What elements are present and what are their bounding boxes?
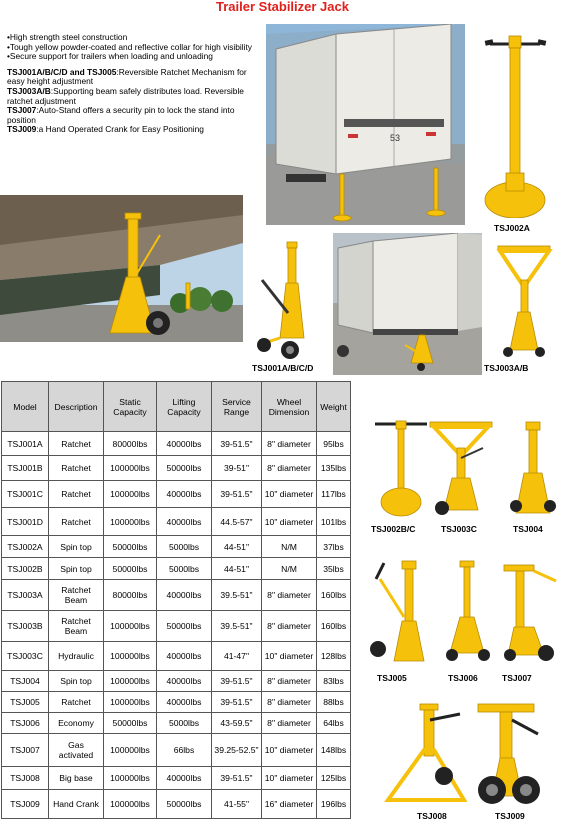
cell-service-range: 43-59.5" [212,713,262,734]
cell-lifting-capacity: 66lbs [157,734,212,767]
table-row [2,713,351,734]
cell-weight: 101lbs [317,508,351,536]
table-row [2,481,351,508]
caption-tsj009: TSJ009 [495,811,525,821]
table-row [2,536,351,558]
cell-lifting-capacity: 40000lbs [157,767,212,790]
cell-description: Spin top [49,671,104,692]
cell-model: TSJ001B [2,456,49,481]
cell-static-capacity: 100000lbs [104,481,157,508]
table-row [2,767,351,790]
col-header-weight: Weight [317,382,351,432]
cell-wheel-dimension: 8" diameter [262,580,317,611]
cell-service-range: 39-51.5" [212,481,262,508]
cell-weight: 117lbs [317,481,351,508]
cell-lifting-capacity: 50000lbs [157,456,212,481]
tsj003c-photo [428,418,494,518]
cell-static-capacity: 100000lbs [104,790,157,819]
spec-table [1,381,351,819]
cell-description: Ratchet [49,692,104,713]
cell-description: Economy [49,713,104,734]
cell-service-range: 39-51.5" [212,671,262,692]
table-row [2,692,351,713]
tsj001abcd-photo [254,238,329,360]
cell-description: Ratchet Beam [49,580,104,611]
cell-lifting-capacity: 40000lbs [157,580,212,611]
table-row [2,790,351,819]
cell-static-capacity: 100000lbs [104,734,157,767]
cell-model: TSJ001D [2,508,49,536]
caption-tsj005: TSJ005 [377,673,407,683]
cell-model: TSJ001C [2,481,49,508]
cell-description: Ratchet [49,432,104,456]
cell-model: TSJ002B [2,558,49,580]
cell-service-range: 39.25-52.5" [212,734,262,767]
cell-service-range: 39-51" [212,456,262,481]
cell-wheel-dimension: 8" diameter [262,692,317,713]
cell-model: TSJ003B [2,611,49,642]
cell-description: Spin top [49,536,104,558]
col-header-static-capacity: Static Capacity [104,382,157,432]
cell-static-capacity: 100000lbs [104,692,157,713]
tsj003ab-photo [492,242,557,360]
cell-weight: 128lbs [317,642,351,671]
cell-description: Ratchet [49,508,104,536]
col-header-service-range: Service Range [212,382,262,432]
cell-weight: 35lbs [317,558,351,580]
cell-weight: 95lbs [317,432,351,456]
table-row [2,642,351,671]
tsj004-photo [508,418,558,518]
feature-bullet: •Tough yellow powder-coated and reflective collar for high visibility [7,41,252,52]
page-title: Trailer Stabilizer Jack [216,0,349,14]
caption-tsj003c: TSJ003C [441,524,477,534]
cell-service-range: 39.5-51" [212,611,262,642]
tsj005-photo [368,557,428,669]
cell-wheel-dimension: 10" diameter [262,642,317,671]
cell-weight: 37lbs [317,536,351,558]
feature-bullet: •Secure support for trailers when loading and unloading [7,51,213,62]
table-row [2,456,351,481]
cell-description: Ratchet Beam [49,611,104,642]
cell-description: Spin top [49,558,104,580]
cell-model: TSJ002A [2,536,49,558]
cell-model: TSJ009 [2,790,49,819]
cell-weight: 160lbs [317,580,351,611]
cell-service-range: 39-51.5" [212,692,262,713]
cell-service-range: 44-51" [212,536,262,558]
col-header-lifting-capacity: Lifting Capacity [157,382,212,432]
cell-wheel-dimension: 10" diameter [262,508,317,536]
caption-tsj008: TSJ008 [417,811,447,821]
cell-model: TSJ003C [2,642,49,671]
cell-model: TSJ003A [2,580,49,611]
cell-lifting-capacity: 40000lbs [157,692,212,713]
cell-wheel-dimension: 10" diameter [262,481,317,508]
tsj002a-photo [470,28,560,218]
trailer-beam-photo [333,233,482,375]
cell-wheel-dimension: 8" diameter [262,713,317,734]
table-row [2,580,351,611]
tsj008-photo [382,700,467,808]
table-row [2,508,351,536]
caption-tsj006: TSJ006 [448,673,478,683]
cell-service-range: 44.5-57" [212,508,262,536]
cell-service-range: 39-51.5" [212,767,262,790]
cell-static-capacity: 100000lbs [104,611,157,642]
caption-tsj001abcd: TSJ001A/B/C/D [252,363,314,373]
cell-static-capacity: 100000lbs [104,767,157,790]
cell-service-range: 39.5-51" [212,580,262,611]
cell-service-range: 44-51" [212,558,262,580]
cell-static-capacity: 100000lbs [104,456,157,481]
cell-description: Big base [49,767,104,790]
cell-wheel-dimension: 8" diameter [262,671,317,692]
caption-tsj004: TSJ004 [513,524,543,534]
cell-weight: 125lbs [317,767,351,790]
cell-description: Hand Crank [49,790,104,819]
cell-wheel-dimension: 8" diameter [262,456,317,481]
cell-lifting-capacity: 40000lbs [157,432,212,456]
cell-wheel-dimension: 10" diameter [262,734,317,767]
cell-weight: 83lbs [317,671,351,692]
model-note: TSJ009:a Hand Operated Crank for Easy Positioning [7,124,204,135]
cell-static-capacity: 100000lbs [104,642,157,671]
cell-wheel-dimension: 8" diameter [262,432,317,456]
cell-static-capacity: 80000lbs [104,432,157,456]
col-header-wheel-dimension: Wheel Dimension [262,382,317,432]
tsj009-photo [474,700,544,808]
tsj006-photo [440,557,496,669]
cell-weight: 148lbs [317,734,351,767]
cell-service-range: 41-47" [212,642,262,671]
caption-tsj003ab: TSJ003A/B [484,363,529,373]
cell-static-capacity: 50000lbs [104,536,157,558]
cell-service-range: 41-55" [212,790,262,819]
caption-tsj002a: TSJ002A [494,223,530,233]
caption-tsj007: TSJ007 [502,673,532,683]
tsj002bc-photo [371,418,431,518]
cell-wheel-dimension: 16" diameter [262,790,317,819]
cell-wheel-dimension: 10" diameter [262,767,317,790]
col-header-model: Model [2,382,49,432]
cell-static-capacity: 100000lbs [104,508,157,536]
under-trailer-photo [0,195,243,342]
cell-weight: 196lbs [317,790,351,819]
cell-lifting-capacity: 40000lbs [157,671,212,692]
cell-lifting-capacity: 40000lbs [157,481,212,508]
cell-weight: 64lbs [317,713,351,734]
table-header-row [2,382,351,432]
cell-model: TSJ005 [2,692,49,713]
cell-model: TSJ007 [2,734,49,767]
cell-model: TSJ008 [2,767,49,790]
cell-lifting-capacity: 40000lbs [157,508,212,536]
cell-description: Ratchet [49,456,104,481]
feature-description [7,33,257,135]
cell-description: Ratchet [49,481,104,508]
cell-lifting-capacity: 50000lbs [157,611,212,642]
feature-bullet: •High strength steel construction [7,32,128,42]
cell-lifting-capacity: 5000lbs [157,713,212,734]
caption-tsj002bc: TSJ002B/C [371,524,416,534]
cell-static-capacity: 50000lbs [104,558,157,580]
cell-model: TSJ001A [2,432,49,456]
cell-weight: 135lbs [317,456,351,481]
tsj007-photo [500,557,562,669]
table-row [2,611,351,642]
cell-lifting-capacity: 50000lbs [157,790,212,819]
cell-wheel-dimension: 8" diameter [262,611,317,642]
cell-lifting-capacity: 5000lbs [157,558,212,580]
model-note: TSJ003A/B:Supporting beam safely distributes load. Reversible ratchet adjustment [7,85,244,106]
trailer-photo [266,24,465,225]
trailer-number: 53 [390,133,401,143]
table-row [2,734,351,767]
cell-description: Gas activated [49,734,104,767]
table-row [2,432,351,456]
cell-wheel-dimension: N/M [262,536,317,558]
cell-wheel-dimension: N/M [262,558,317,580]
col-header-description: Description [49,382,104,432]
cell-static-capacity: 100000lbs [104,671,157,692]
model-note: TSJ001A/B/C/D and TSJ005:Reversible Ratchet Mechanism for easy height adjustment [7,66,247,87]
cell-model: TSJ004 [2,671,49,692]
cell-static-capacity: 80000lbs [104,580,157,611]
table-row [2,558,351,580]
model-note: TSJ007:Auto-Stand offers a security pin to lock the stand into position [7,105,235,125]
cell-model: TSJ006 [2,713,49,734]
cell-lifting-capacity: 5000lbs [157,536,212,558]
cell-lifting-capacity: 40000lbs [157,642,212,671]
cell-weight: 160lbs [317,611,351,642]
cell-static-capacity: 50000lbs [104,713,157,734]
cell-weight: 88lbs [317,692,351,713]
table-row [2,671,351,692]
cell-description: Hydraulic [49,642,104,671]
cell-service-range: 39-51.5" [212,432,262,456]
